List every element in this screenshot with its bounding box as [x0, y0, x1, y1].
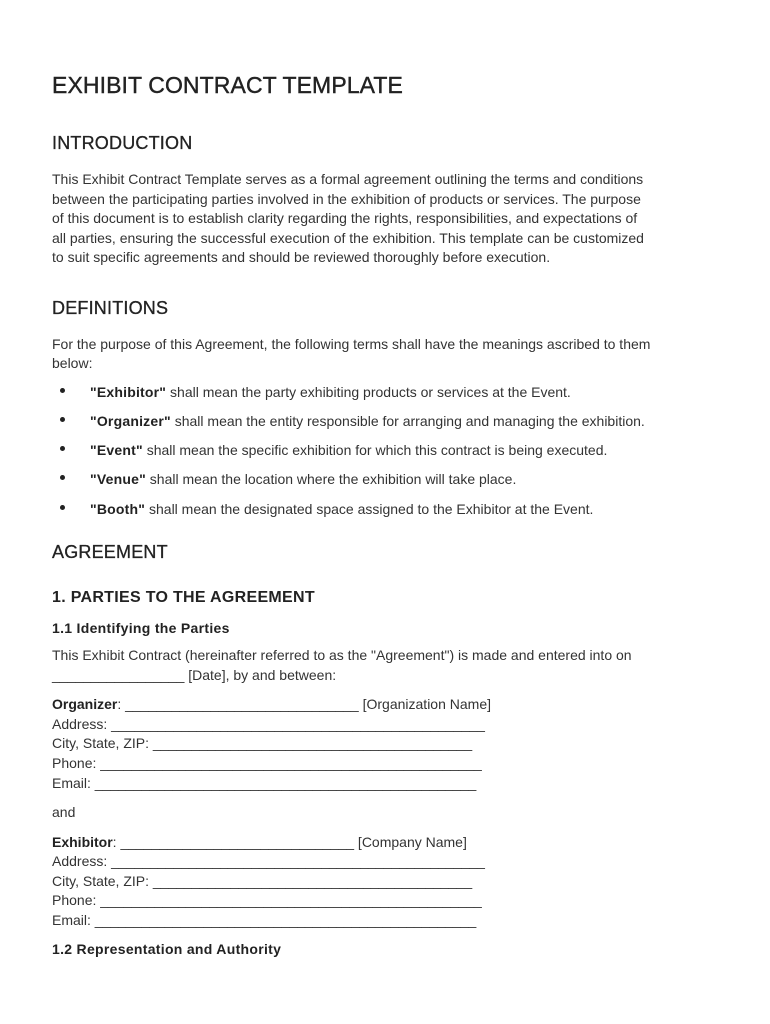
introduction-line: all parties, ensuring the successful execution of the exhibition. This template can be customized — [52, 229, 644, 246]
definition-item — [52, 500, 718, 520]
definitions-heading: DEFINITIONS — [52, 297, 169, 318]
exhibitor-address-field: Address: ________________________________________________ — [52, 853, 485, 870]
definition-term: "Exhibitor" — [90, 383, 167, 400]
organizer-name-line — [52, 695, 718, 715]
exhibitor-label: Exhibitor — [52, 833, 113, 850]
introduction-line: This Exhibit Contract Template serves as a formal agreement outlining the terms and conditions — [52, 171, 644, 187]
definition-item — [52, 470, 718, 490]
definition-text: shall mean the specific exhibition for which this contract is being executed. — [142, 442, 608, 459]
organizer-city-field: City, State, ZIP: _________________________________________ — [52, 735, 473, 752]
bullet-icon — [60, 475, 65, 480]
organizer-email-field: Email: _________________________________________________ — [52, 774, 477, 791]
section-1-1-heading: 1.1 Identifying the Parties — [52, 620, 230, 637]
parties-intro-line: _________________ [Date], by and between: — [52, 666, 337, 683]
organizer-block — [52, 695, 718, 793]
definitions-intro-line: For the purpose of this Agreement, the following terms shall have the meanings ascribed to them — [52, 335, 651, 352]
section-1-2-heading: 1.2 Representation and Authority — [52, 940, 282, 957]
organizer-address-field: Address: ________________________________________________ — [52, 715, 485, 732]
introduction-heading: INTRODUCTION — [52, 133, 193, 153]
parties-intro — [52, 646, 718, 685]
exhibitor-phone-field: Phone: _________________________________________________ — [52, 892, 482, 909]
definition-item — [52, 383, 718, 403]
exhibitor-name-line — [52, 833, 718, 853]
agreement-heading: AGREEMENT — [52, 542, 168, 563]
organizer-name-field: : ______________________________ [Organization Name] — [117, 696, 492, 713]
introduction-line: to suit specific agreements and should be reviewed thoroughly before execution. — [52, 249, 551, 265]
exhibitor-block — [52, 833, 718, 931]
bullet-icon — [60, 417, 65, 422]
organizer-label: Organizer — [52, 696, 118, 713]
definition-term: "Booth" — [90, 500, 146, 517]
section-1-heading: 1. PARTIES TO THE AGREEMENT — [52, 589, 315, 607]
definition-text: shall mean the entity responsible for arranging and managing the exhibition. — [170, 412, 645, 429]
definition-text: shall mean the party exhibiting products or services at the Event. — [166, 383, 571, 400]
exhibitor-name-field: : ______________________________ [Company Name] — [112, 833, 467, 850]
definitions-list — [52, 383, 718, 520]
and-connector: and — [52, 804, 76, 821]
bullet-icon — [60, 505, 65, 510]
bullet-icon — [60, 388, 65, 393]
exhibitor-city-field: City, State, ZIP: _________________________________________ — [52, 872, 473, 889]
introduction-line: of this document is to establish clarity regarding the rights, responsibilities, and expectations of — [52, 210, 638, 226]
definition-text: shall mean the location where the exhibition will take place. — [145, 471, 517, 488]
definitions-intro-line: below: — [52, 355, 93, 371]
document-title: EXHIBIT CONTRACT TEMPLATE — [52, 72, 403, 98]
definition-item — [52, 412, 718, 432]
definition-term: "Organizer" — [90, 412, 171, 429]
exhibitor-email-field: Email: _________________________________________________ — [52, 912, 477, 929]
parties-intro-line: This Exhibit Contract (hereinafter referred to as the "Agreement") is made and entered into on — [52, 647, 632, 664]
definition-term: "Venue" — [90, 471, 146, 488]
definitions-intro — [52, 335, 718, 374]
definition-item — [52, 441, 718, 461]
bullet-icon — [60, 446, 65, 451]
definition-term: "Event" — [90, 442, 143, 459]
organizer-phone-field: Phone: _________________________________________________ — [52, 754, 482, 771]
introduction-paragraph — [52, 170, 718, 268]
definition-text: shall mean the designated space assigned to the Exhibitor at the Event. — [145, 500, 594, 517]
introduction-line: between the participating parties involved in the exhibition of products or services. The purpose — [52, 190, 641, 207]
